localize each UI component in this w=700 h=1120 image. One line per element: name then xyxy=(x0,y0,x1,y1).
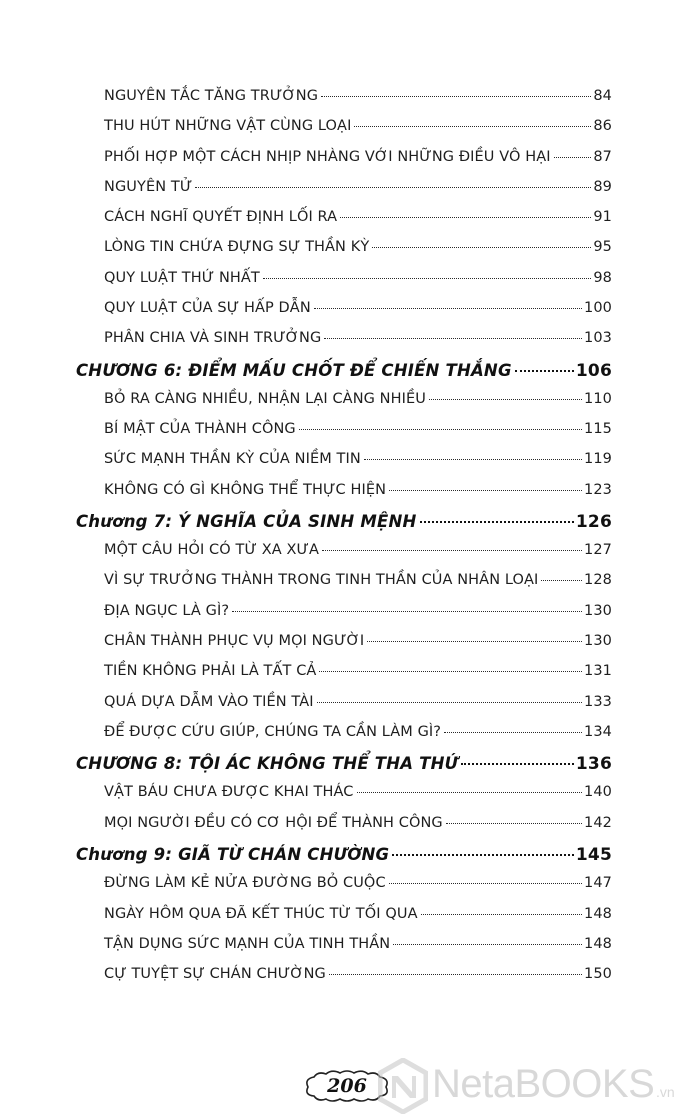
entry-title: QUY LUẬT THỨ NHẤT xyxy=(104,270,260,286)
dot-leader xyxy=(392,854,574,856)
toc-entry xyxy=(104,815,612,831)
chapter-heading xyxy=(76,361,612,381)
page-ref: 89 xyxy=(593,179,612,195)
dot-leader xyxy=(299,429,582,430)
dot-leader xyxy=(389,490,582,491)
dot-leader xyxy=(357,792,583,793)
dot-leader xyxy=(421,914,582,915)
toc-entry xyxy=(104,966,612,982)
toc-entry xyxy=(104,633,612,649)
page-ref: 136 xyxy=(575,754,612,774)
page-ref: 133 xyxy=(584,694,612,710)
page-ref: 98 xyxy=(593,270,612,286)
dot-leader xyxy=(372,247,591,248)
page-ref: 119 xyxy=(584,451,612,467)
page-ref: 148 xyxy=(584,906,612,922)
page-ref: 140 xyxy=(584,784,612,800)
dot-leader xyxy=(420,521,574,523)
dot-leader xyxy=(393,944,582,945)
toc-entry xyxy=(104,270,612,286)
toc-entry xyxy=(104,118,612,134)
page-ref: 130 xyxy=(584,633,612,649)
dot-leader xyxy=(354,126,591,127)
entry-title: BỎ RA CÀNG NHIỀU, NHẬN LẠI CÀNG NHIỀU xyxy=(104,391,426,407)
dot-leader xyxy=(554,157,592,158)
page-ref: 103 xyxy=(584,330,612,346)
page-ref: 147 xyxy=(584,875,612,891)
dot-leader xyxy=(195,187,591,188)
entry-title: LÒNG TIN CHỨA ĐỰNG SỰ THẦN KỲ xyxy=(104,239,370,255)
entry-title: NGUYÊN TẮC TĂNG TRƯỞNG xyxy=(104,88,319,104)
dot-leader xyxy=(319,671,582,672)
toc-entry xyxy=(104,542,612,558)
dot-leader xyxy=(541,580,582,581)
watermark-tld: .vn xyxy=(656,1084,675,1100)
page-ref: 131 xyxy=(584,663,612,679)
toc-entry xyxy=(104,239,612,255)
toc-entry xyxy=(104,451,612,467)
toc-entry xyxy=(104,209,612,225)
watermark xyxy=(378,1058,696,1114)
page-ref: 148 xyxy=(584,936,612,952)
entry-title: VẬT BÁU CHƯA ĐƯỢC KHAI THÁC xyxy=(104,784,354,800)
chapter-title: Chương 9: GIÃ TỪ CHÁN CHƯỜNG xyxy=(76,845,390,864)
chapter-title: CHƯƠNG 8: TỘI ÁC KHÔNG THỂ THA THỨ xyxy=(76,754,459,773)
toc-entry xyxy=(104,421,612,437)
entry-title: ĐỂ ĐƯỢC CỨU GIÚP, CHÚNG TA CẦN LÀM GÌ? xyxy=(104,724,442,740)
toc-entry xyxy=(104,300,612,316)
entry-title: CỰ TUYỆT SỰ CHÁN CHƯỜNG xyxy=(104,966,326,982)
page-ref: 115 xyxy=(584,421,612,437)
dot-leader xyxy=(461,763,574,765)
page-ref: 86 xyxy=(593,118,612,134)
toc-entry xyxy=(104,936,612,952)
dot-leader xyxy=(321,96,591,97)
toc-entry xyxy=(104,572,612,588)
entry-title: KHÔNG CÓ GÌ KHÔNG THỂ THỰC HIỆN xyxy=(104,482,387,498)
entry-title: PHÂN CHIA VÀ SINH TRƯỞNG xyxy=(104,330,322,346)
toc-entry xyxy=(104,88,612,104)
toc-entry xyxy=(104,875,612,891)
entry-title: TẬN DỤNG SỨC MẠNH CỦA TINH THẦN xyxy=(104,936,391,952)
netabooks-logo-icon xyxy=(378,1058,428,1114)
dot-leader xyxy=(446,823,582,824)
toc-entry xyxy=(104,482,612,498)
dot-leader xyxy=(389,883,582,884)
page-ref: 106 xyxy=(575,361,612,381)
dot-leader xyxy=(322,550,582,551)
dot-leader xyxy=(314,308,582,309)
entry-title: NGÀY HÔM QUA ĐÃ KẾT THÚC TỪ TỐI QUA xyxy=(104,906,418,922)
dot-leader xyxy=(232,611,582,612)
entry-title: ĐỪNG LÀM KẺ NỬA ĐƯỜNG BỎ CUỘC xyxy=(104,875,386,891)
dot-leader xyxy=(324,338,582,339)
chapter-title: Chương 7: Ý NGHĨA CỦA SINH MỆNH xyxy=(76,512,417,531)
entry-title: VÌ SỰ TRƯỞNG THÀNH TRONG TINH THẦN CỦA NHÂN LOẠI xyxy=(104,572,539,588)
toc-entry xyxy=(104,179,612,195)
page-ref: 123 xyxy=(584,482,612,498)
dot-leader xyxy=(364,459,582,460)
page-ref: 126 xyxy=(575,512,612,532)
page-ref: 145 xyxy=(575,845,612,865)
toc-entry xyxy=(104,149,612,165)
entry-title: TIỀN KHÔNG PHẢI LÀ TẤT CẢ xyxy=(104,663,317,679)
chapter-title: CHƯƠNG 6: ĐIỂM MẤU CHỐT ĐỂ CHIẾN THẮNG xyxy=(76,361,512,380)
page-ref: 130 xyxy=(584,603,612,619)
entry-title: QUY LUẬT CỦA SỰ HẤP DẪN xyxy=(104,300,311,316)
toc-entry xyxy=(104,391,612,407)
dot-leader xyxy=(329,974,582,975)
entry-title: PHỐI HỢP MỘT CÁCH NHỊP NHÀNG VỚI NHỮNG ĐIỀU VÔ HẠI xyxy=(104,149,551,165)
entry-title: BÍ MẬT CỦA THÀNH CÔNG xyxy=(104,421,296,437)
page-number: 206 xyxy=(327,1075,367,1097)
page-ref: 142 xyxy=(584,815,612,831)
chapter-heading xyxy=(76,512,612,532)
dot-leader xyxy=(340,217,591,218)
page-ref: 84 xyxy=(593,88,612,104)
toc-entry xyxy=(104,784,612,800)
entry-title: MỌI NGƯỜI ĐỀU CÓ CƠ HỘI ĐỂ THÀNH CÔNG xyxy=(104,815,443,831)
page-ref: 100 xyxy=(584,300,612,316)
toc-entry xyxy=(104,724,612,740)
page-ref: 150 xyxy=(584,966,612,982)
entry-title: CÁCH NGHĨ QUYẾT ĐỊNH LỐI RA xyxy=(104,209,338,225)
page-ref: 95 xyxy=(593,239,612,255)
toc-entry xyxy=(104,694,612,710)
page-ref: 87 xyxy=(593,149,612,165)
entry-title: SỨC MẠNH THẦN KỲ CỦA NIỀM TIN xyxy=(104,451,361,467)
entry-title: QUÁ DỰA DẪM VÀO TIỀN TÀI xyxy=(104,694,314,710)
entry-title: ĐỊA NGỤC LÀ GÌ? xyxy=(104,603,230,619)
page-ref: 110 xyxy=(584,391,612,407)
page-ref: 134 xyxy=(584,724,612,740)
toc-entry xyxy=(104,330,612,346)
watermark-brand: NetaBOOKS xyxy=(432,1062,655,1106)
entry-title: NGUYÊN TỬ xyxy=(104,179,193,195)
toc-entry xyxy=(104,663,612,679)
toc-entry xyxy=(104,603,612,619)
toc-entry xyxy=(104,906,612,922)
dot-leader xyxy=(263,278,591,279)
dot-leader xyxy=(429,399,582,400)
dot-leader xyxy=(444,732,582,733)
page-ref: 127 xyxy=(584,542,612,558)
page-ref: 91 xyxy=(593,209,612,225)
page-ref: 128 xyxy=(584,572,612,588)
chapter-heading xyxy=(76,845,612,865)
entry-title: CHÂN THÀNH PHỤC VỤ MỌI NGƯỜI xyxy=(104,633,365,649)
dot-leader xyxy=(515,370,574,372)
chapter-heading xyxy=(76,754,612,774)
dot-leader xyxy=(367,641,582,642)
entry-title: THU HÚT NHỮNG VẬT CÙNG LOẠI xyxy=(104,118,352,134)
dot-leader xyxy=(317,702,582,703)
entry-title: MỘT CÂU HỎI CÓ TỪ XA XƯA xyxy=(104,542,320,558)
